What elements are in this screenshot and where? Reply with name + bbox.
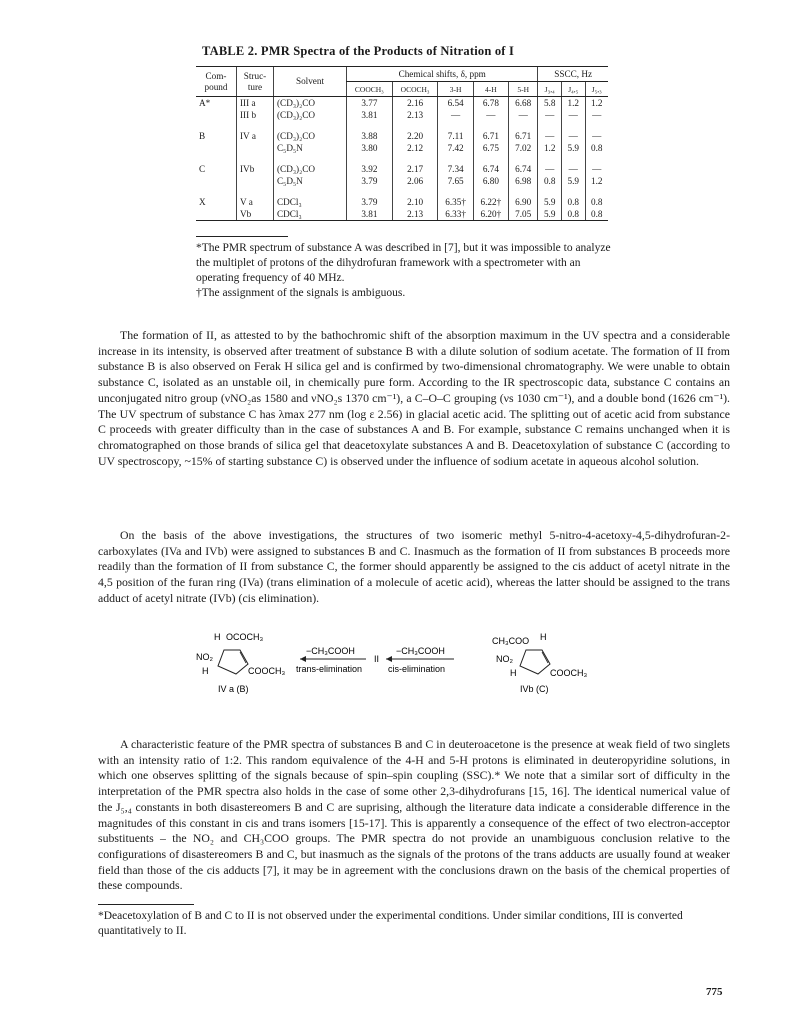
cell-compound [196, 175, 237, 187]
iva-h-top: H [214, 632, 221, 642]
table-row [196, 208, 608, 221]
ivb-ch3coo: CH₃COO [492, 636, 530, 646]
arrow-trans-label: trans-elimination [296, 664, 363, 674]
cell-value: 0.8 [561, 208, 585, 221]
ivb-h-top: H [540, 632, 547, 642]
pmr-table [196, 66, 608, 221]
table-footnote-dagger: †The assignment of the signals is ambiguous. [196, 287, 406, 299]
ivb-cooch3: COOCH₃ [550, 668, 588, 678]
col-structure: Struc-ture [237, 67, 274, 97]
cell-value: 6.35† [438, 187, 473, 208]
cell-structure: V a [237, 187, 274, 208]
cell-value: 6.71 [509, 121, 538, 142]
cell-value: 0.8 [538, 175, 562, 187]
cell-value: — [561, 154, 585, 175]
cell-value: 7.05 [509, 208, 538, 221]
table-row [196, 109, 608, 121]
cell-value: 3.79 [347, 187, 393, 208]
iva-h-bottom: H [202, 666, 209, 676]
cell-value: 2.13 [392, 109, 438, 121]
page-number: 775 [706, 986, 723, 998]
cell-value: 5.9 [538, 187, 562, 208]
cell-solvent: CDCl₃ [274, 187, 347, 208]
col-j53: J₅,₃ [585, 82, 608, 97]
cell-value: 2.13 [392, 208, 438, 221]
cell-value: 2.17 [392, 154, 438, 175]
ivb-label: IVb (C) [520, 684, 549, 694]
cell-value: 1.2 [561, 97, 585, 110]
arrow-cis-reagent: −CH₃COOH [396, 646, 445, 656]
col-j34: J₃,₄ [538, 82, 562, 97]
cell-value: — [538, 109, 562, 121]
cell-value: 6.74 [473, 154, 508, 175]
cell-value: 6.71 [473, 121, 508, 142]
cell-value: — [585, 109, 608, 121]
cell-value: 2.12 [392, 142, 438, 154]
cell-solvent: (CD₃)₂CO [274, 121, 347, 142]
table-row [196, 142, 608, 154]
reaction-scheme [196, 632, 616, 696]
cell-value: 2.10 [392, 187, 438, 208]
cell-value: 7.02 [509, 142, 538, 154]
cell-compound [196, 109, 237, 121]
cell-solvent: C₅D₅N [274, 142, 347, 154]
cell-value: — [585, 154, 608, 175]
iva-label: IV a (B) [218, 684, 249, 694]
cell-solvent: CDCl₃ [274, 208, 347, 221]
structure-iva [196, 632, 285, 694]
cell-solvent: (CD₃)₂CO [274, 97, 347, 110]
cell-value: 1.2 [585, 175, 608, 187]
cell-structure: IVb [237, 154, 274, 175]
table-row [196, 97, 608, 110]
col-5h: 5-H [509, 82, 538, 97]
cell-value: 3.79 [347, 175, 393, 187]
cell-value: 2.16 [392, 97, 438, 110]
cell-value: 0.8 [585, 142, 608, 154]
cell-structure: III a [237, 97, 274, 110]
cell-value: 6.33† [438, 208, 473, 221]
cell-compound: A* [199, 97, 211, 108]
product-ii: II [374, 654, 380, 664]
table-footnote-star: *The PMR spectrum of substance A was described in [7], but it was impossible to analyze the multiplet of protons of the dihydrofuran framework with a spectrometer with an operating frequency of 40 MHz. [196, 242, 611, 284]
cell-value: — [538, 121, 562, 142]
table-row [196, 121, 608, 142]
cell-value: 1.2 [585, 97, 608, 110]
arrow-cis [386, 646, 454, 674]
cell-value: 2.20 [392, 121, 438, 142]
cell-solvent: (CD₃)₂CO [274, 154, 347, 175]
page-footnote [98, 904, 730, 939]
col-solvent: Solvent [274, 67, 347, 97]
col-compound: Com-pound [196, 67, 237, 97]
cell-value: 6.78 [473, 97, 508, 110]
cell-value: 7.65 [438, 175, 473, 187]
cell-value: 3.92 [347, 154, 393, 175]
table-row [196, 154, 608, 175]
col-ococh3: OCOCH₃ [392, 82, 438, 97]
ivb-no2: NO₂ [496, 654, 513, 664]
cell-value: 3.81 [347, 208, 393, 221]
ivb-h-bottom: H [510, 668, 517, 678]
cell-value: — [561, 121, 585, 142]
table-row [196, 175, 608, 187]
footnote-text: *Deacetoxylation of B and C to II is not observed under the experimental conditions. Under similar conditions, III is converted quantitatively to II. [98, 910, 683, 937]
cell-value: — [438, 109, 473, 121]
cell-value: 3.88 [347, 121, 393, 142]
arrow-trans-reagent: −CH₃COOH [306, 646, 355, 656]
iva-cooch3: COOCH₃ [248, 666, 286, 676]
col-cooch3: COOCH₃ [347, 82, 393, 97]
table-notes [196, 236, 616, 301]
cell-value: 6.20† [473, 208, 508, 221]
cell-value: 2.06 [392, 175, 438, 187]
table-row [196, 187, 608, 208]
col-group-sscc: SSCC, Hz [538, 67, 608, 82]
cell-value: 6.22† [473, 187, 508, 208]
cell-compound [196, 208, 237, 221]
cell-structure: IV a [237, 121, 274, 142]
cell-value: — [585, 121, 608, 142]
cell-compound: B [199, 130, 206, 141]
cell-value: 1.2 [538, 142, 562, 154]
cell-structure [237, 175, 274, 187]
cell-value: 3.81 [347, 109, 393, 121]
cell-value: — [509, 109, 538, 121]
cell-structure: III b [237, 109, 274, 121]
table-body [196, 97, 608, 221]
cell-value: 6.75 [473, 142, 508, 154]
col-3h: 3-H [438, 82, 473, 97]
cell-value: 6.74 [509, 154, 538, 175]
cell-structure [237, 142, 274, 154]
cell-solvent: C₅D₅N [274, 175, 347, 187]
cell-value: 6.68 [509, 97, 538, 110]
table-caption: TABLE 2. PMR Spectra of the Products of Nitration of I [202, 44, 515, 58]
footnote-divider [98, 904, 194, 905]
col-group-shifts: Chemical shifts, δ, ppm [347, 67, 538, 82]
iva-ococh3: OCOCH₃ [226, 632, 264, 642]
cell-value: 6.98 [509, 175, 538, 187]
cell-value: 0.8 [585, 208, 608, 221]
cell-value: 3.77 [347, 97, 393, 110]
cell-value: 0.8 [585, 187, 608, 208]
structure-ivb [492, 632, 587, 694]
cell-value: — [538, 154, 562, 175]
paragraph-1: The formation of II, as attested to by the bathochromic shift of the absorption maximum in the UV spectra and a considerable increase in its intensity, is observed after treatment of substance B with a dilute solution of sodium acetate. The formation of II from substance B is also observed on Ferak H silica gel and is confirmed by two-dimensional chromatography. We were unable to obtain substance C, isolated as an unstable oil, in chemically pure form. According to the IR spectroscopic data, substance C contains an unconjugated nitro group (νNO₂as 1580 and νNO₂s 1370 cm⁻¹), a C–O–C grouping (νs 1030 cm⁻¹), and a double bond (1626 cm⁻¹). The UV spectrum of substance C has λmax 277 nm (log ε 2.56) in glacial acetic acid. The splitting out of acetic acid from substance C proceeds with greater difficulty than in the case of substances A and B. For example, substance C remains unchanged when it is chromatographed on those brands of silica gel that deacetoxylate substances A and B. Deacetoxylation of substance C (according to UV spectroscopy, ~15% of starting substance C) is observed under the influence of sodium acetate in aqueous alcohol solution. [98, 328, 730, 468]
cell-value: 5.8 [538, 97, 562, 110]
cell-value: 7.42 [438, 142, 473, 154]
iva-no2: NO₂ [196, 652, 213, 662]
cell-value: — [473, 109, 508, 121]
cell-value: 6.80 [473, 175, 508, 187]
arrow-cis-label: cis-elimination [388, 664, 446, 674]
col-4h: 4-H [473, 82, 508, 97]
cell-compound: C [199, 163, 206, 174]
cell-value: 7.34 [438, 154, 473, 175]
paragraph-3: A characteristic feature of the PMR spectra of substances B and C in deuteroacetone is the presence at weak field of two singlets with an intensity ratio of 1:2. This random equivalence of the 4-H and 5-H protons is eliminated in deuteropyridine solutions, in which one observes splitting of the signals because of spin–spin coupling (SSC).* We note that a similar sort of difficulty in the interpretation of the PMR spectra also holds in the case of some other 2,3-dihydrofurans [15, 16]. The identical numerical value of the J₅,₄ constants in both disastereomers B and C are suprising, although the literature data indicate a considerable difference in the magnitudes of this constant in cis and trans isomers [15-17]. This is apparently a consequence of the effect of two electron-acceptor substituents – the NO₂ and CH₃COO groups. The PMR spectra do not provide an unambiguous conclusion relative to the configurations of disastereomers B and C, but inasmuch as the signals of the protons of the trans adducts are usually found at weaker field than those of the cis adducts [7], it may be in agreement with the conclusions drawn on the basis of the chemical properties of these compounds. [98, 737, 730, 893]
cell-value: 5.9 [561, 142, 585, 154]
cell-value: 0.8 [561, 187, 585, 208]
arrow-trans [296, 646, 366, 674]
cell-value: 6.90 [509, 187, 538, 208]
cell-value: 7.11 [438, 121, 473, 142]
cell-value: — [561, 109, 585, 121]
paragraph-2: On the basis of the above investigations, the structures of two isomeric methyl 5-nitro-4-acetoxy-4,5-dihydrofuran-2-carboxylates (IVa and IVb) were assigned to substances B and C. Inasmuch as the formation of II from substances B proceeds more readily than the formation of II from substance C, the former should apparently be assigned to the cis adduct of acetyl nitrate in the 4,5 position of the furan ring (IVa) (trans elimination of a molecule of acetic acid), whereas the latter should be assigned to the trans adduct of acetyl nitrate (IVb) (cis elimination). [98, 528, 730, 605]
cell-value: 6.54 [438, 97, 473, 110]
col-j45: J₄,₅ [561, 82, 585, 97]
cell-compound [196, 142, 237, 154]
notes-divider [196, 236, 288, 237]
cell-value: 5.9 [538, 208, 562, 221]
cell-compound: X [199, 196, 206, 207]
cell-value: 3.80 [347, 142, 393, 154]
cell-solvent: (CD₃)₂CO [274, 109, 347, 121]
cell-value: 5.9 [561, 175, 585, 187]
cell-structure: Vb [237, 208, 274, 221]
